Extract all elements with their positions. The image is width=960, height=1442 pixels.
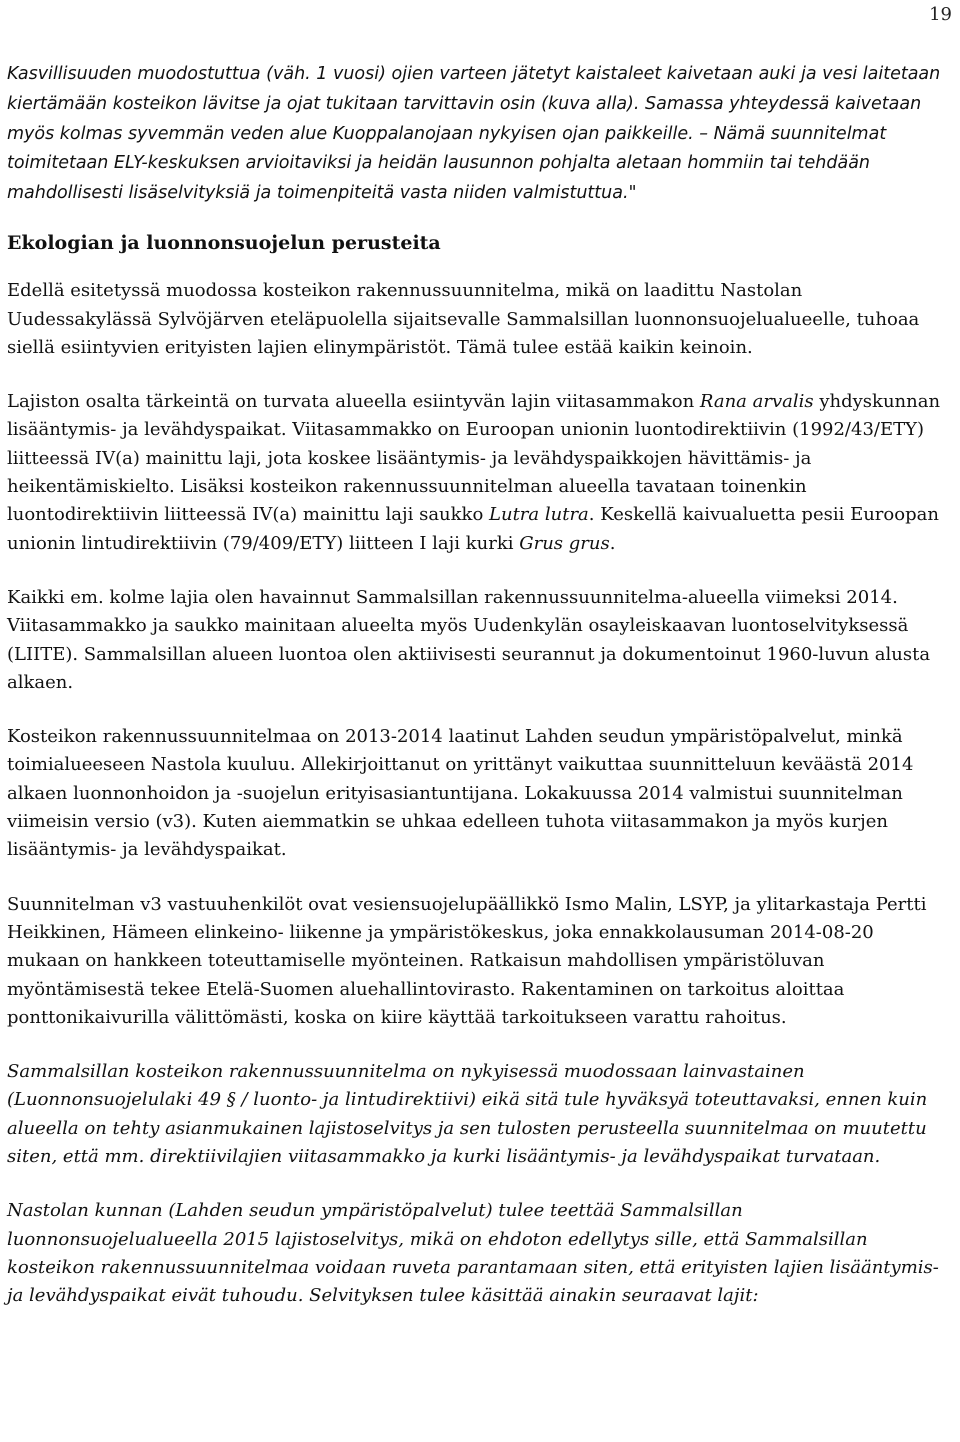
section-heading: Ekologian ja luonnonsuojelun perusteita [7,231,441,254]
paragraph-5: Suunnitelman v3 vastuuhenkilöt ovat vesiensuojelupäällikkö Ismo Malin, LSYP, ja ylitarkastaja Pertti Heikkinen, Hämeen elinkeino- liikenne ja ympäristökeskus, joka ennakkolausuman 2014-08-20 mukaan on hankkeen toteuttamiselle myönteinen. Ratkaisun mahdollisen ympäristöluvan myöntämisestä tekee Etelä-Suomen aluehallintovirasto. Rakentaminen on tarkoitus aloittaa ponttonikaivurilla välittömästi, koska on kiire käyttää tarkoitukseen varattu rahoitus. [7,893,927,1028]
document-body [7,60,947,1310]
paragraph-4: Kosteikon rakennussuunnitelmaa on 2013-2014 laatinut Lahden seudun ympäristöpalvelut, minkä toimialueeseen Nastola kuuluu. Allekirjoittanut on yrittänyt vaikuttaa suunnitteluun keväästä 2014 alkaen luonnonhoidon ja -suojelun erityisasiantuntijana. Lokakuussa 2014 valmistui suunnitelman viimeisin versio (v3). Kuten aiemmatkin se uhkaa edelleen tuhota viitasammakon ja myös kurjen lisääntymis- ja levähdyspaikat. [7,726,914,861]
intro-paragraph [7,60,947,209]
p2-text-b: yhdyskunnan lisääntymis- ja levähdyspaikat. Viitasammakko on Euroopan unionin luontodirektiivin (1992/43/ETY) liitteessä IV(a) mainittu laji, jota koskee lisääntymis- ja levähdyspaikkojen hävittämis- ja heikentämiskielto. Lisäksi kosteikon rakennussuunnitelman alueella tavataan toinenkin luontodirektiivin liitteessä IV(a) mainittu laji saukko [7,391,941,526]
species-rana-arvalis: Rana arvalis [699,391,814,413]
intro-text-2: – Nämä suunnitelmat toimitetaan ELY-keskuksen arvioitaviksi ja heidän lausunnon pohjalta aletaan hommiin tai tehdään mahdollisesti lisäselvityksiä ja toimenpiteitä vasta niiden valmistuttua." [7,123,887,204]
paragraph-3: Kaikki em. kolme lajia olen havainnut Sammalsillan rakennussuunnitelma-alueella viimeksi 2014. Viitasammakko ja saukko mainitaan alueelta myös Uudenkylän osayleiskaavan luontoselvityksessä (LIITE). Sammalsillan alueen luontoa olen aktiivisesti seurannut ja dokumentoinut 1960-luvun alusta alkaen. [7,586,931,693]
p2-text-c: . Keskellä kaivualuetta pesii Euroopan unionin lintudirektiivin (79/409/ETY) liitteen I laji kurki [7,504,939,554]
paragraph-6: Sammalsillan kosteikon rakennussuunnitelma on nykyisessä muodossaan lainvastainen (Luonnonsuojelulaki 49 § / luonto- ja lintudirektiivi) eikä sitä tule hyväksyä toteuttavaksi, ennen kuin alueella on tehty asianmukainen lajistoselvitys ja sen tulosten perusteella suunnitelmaa on muutettu siten, että mm. direktiivilajien viitasammakko ja kurki lisääntymis- ja levähdyspaikat turvataan. [7,1061,928,1167]
p2-text-d: . [609,532,616,554]
paragraph-1: Edellä esitetyssä muodossa kosteikon rakennussuunnitelma, mikä on laadittu Nastolan Uudessakylässä Sylvöjärven eteläpuolella sijaitsevalle Sammalsillan luonnonsuojelualueelle, tuhoaa siellä esiintyvien erityisten lajien elinympäristöt. Tämä tulee estää kaikin keinoin. [7,280,920,358]
species-grus-grus: Grus grus [519,532,610,554]
page-number: 19 [929,4,952,25]
p2-text-a: Lajiston osalta tärkeintä on turvata alueella esiintyvän lajin viitasammakon [7,391,700,413]
species-lutra-lutra: Lutra lutra [489,504,589,526]
paragraph-2 [7,388,947,558]
paragraph-7: Nastolan kunnan (Lahden seudun ympäristöpalvelut) tulee teettää Sammalsillan luonnonsuojelualueella 2015 lajistoselvitys, mikä on ehdoton edellytys sille, että Sammalsillan kosteikon rakennussuunnitelmaa voidaan ruveta parantamaan siten, että erityisten lajien lisääntymis- ja levähdyspaikat eivät tuhoudu. Selvityksen tulee käsittää ainakin seuraavat lajit: [7,1200,939,1307]
intro-text-1: Kasvillisuuden muodostuttua (väh. 1 vuosi) ojien varteen jätetyt kaistaleet kaivetaan auki ja vesi laitetaan kiertämään kosteikon lävitse ja ojat tukitaan tarvittavin osin (kuva alla). Samassa yhteydessä kaivetaan myös kolmas syvemmän veden alue Kuoppalanojaan nykyisen ojan paikkeille. [7,64,941,144]
